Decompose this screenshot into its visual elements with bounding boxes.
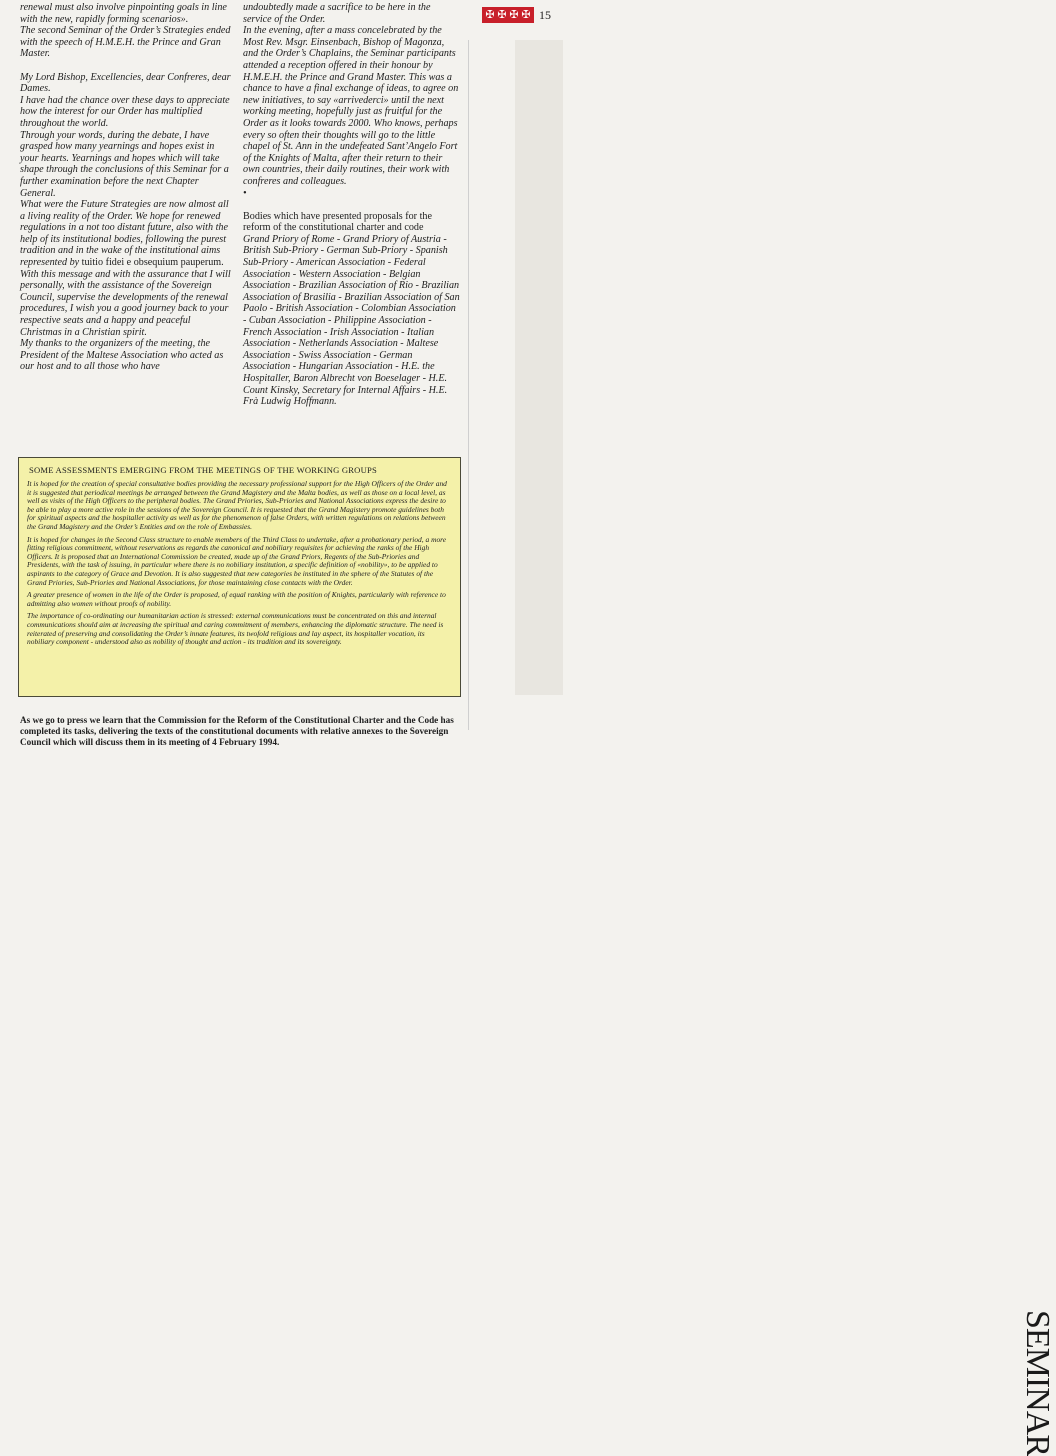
paragraph: My Lord Bishop, Excellencies, dear Confreres, dear Dames. [20,71,231,95]
paragraph: I have had the chance over these days to appreciate how the interest for our Order has multiplied throughout the world. [20,94,230,129]
box-paragraph: A greater presence of women in the life of the Order is proposed, of equal ranking with the position of Knights, particularly with reference to admitting also women without proofs of nobility. [27,590,446,608]
margin-shade [515,40,563,695]
left-column [20,2,234,373]
assessments-box [18,457,461,697]
right-column [243,2,461,408]
cross-icon: ✠ [509,8,519,21]
cross-icon: ✠ [485,8,495,21]
paragraph: With this message and with the assurance that I will personally, with the assistance of the Sovereign Council, supervise the developments of the renewal procedures, I wish you a good journey back to your respective seats and a happy and peaceful Christmas in a Christian spirit. [20,268,231,338]
paragraph-text: What were the Future Strategies are now almost all a living reality of the Order. We hope for renewed regulations in a not too distant future, also with the help of its institutional bodies, following the purest tradition and in the wake of the institutional aims represented by [20,199,229,269]
paragraph: renewal must also involve pinpointing goals in line with the new, rapidly forming scenarios». [20,2,227,25]
press-note: As we go to press we learn that the Commission for the Reform of the Constitutional Charter and the Code has completed its tasks, delivering the texts of the constitutional documents with relative annexes to the Sovereign Council which will discuss them in its meeting of 4 February 1994. [20,715,454,747]
paragraph [20,199,234,269]
margin-rule [468,40,469,730]
cross-icon: ✠ [497,8,507,21]
paragraph: Through your words, during the debate, I have grasped how many yearnings and hopes exist in your hearts. Yearnings and hopes which will take shape through the conclusions of this Seminar for a further examination before the next Chapter General. [20,129,229,199]
section-tab [510,622,1056,1456]
cross-icon: ✠ [521,8,531,21]
paragraph: The second Seminar of the Order’s Strategies ended with the speech of H.M.E.H. the Prince and Gran Master. [20,25,231,60]
section-separator: • [243,187,247,199]
order-emblem [482,7,534,23]
page-number: 15 [539,8,551,22]
section-label: SEMINAR [1019,1310,1056,1456]
box-title: SOME ASSESSMENTS EMERGING FROM THE MEETINGS OF THE WORKING GROUPS [29,465,377,475]
paragraph: In the evening, after a mass concelebrated by the Most Rev. Msgr. Einsenbach, Bishop of Magonza, and the Order’s Chaplains, the Seminar participants attended a reception offered in their honour by H.M.E.H. the Prince and Grand Master. This was a chance to have a final exchange of ideas, to agree on new initiatives, to say «arrivederci» until the next working meeting, hopefully just as fruitful for the Order as it looks towards 2000. Who knows, perhaps every so often their thoughts will go to the little chapel of St. Ann in the undefeated Sant’Angelo Fort of the Knights of Malta, after their return to their own countries, their daily routines, their work with confreres and colleagues. [243,25,459,187]
paragraph: undoubtedly made a sacrifice to be here in the service of the Order. [243,2,431,25]
bodies-list: Grand Priory of Rome - Grand Priory of Austria - British Sub-Priory - German Sub-Priory - Spanish Sub-Priory - American Association - Federal Association - Western Association - Belgian Association - Brazilian Association of Rio - Brazilian Association of Brasilia - Brazilian Association of San Paolo - British Association - Colombian Association - Cuban Association - Philippine Association - French Association - Irish Association - Italian Association - Netherlands Association - Maltese Association - Swiss Association - German Association - Hungarian Association - H.E. the Hospitaller, Baron Albrecht von Boeselager - H.E. Count Kinsky, Secretary for Internal Affairs - H.E. Frà Ludwig Hoffmann. [243,233,460,408]
order-motto: tuitio fidei e obsequium pauperum. [81,257,224,269]
paragraph: My thanks to the organizers of the meeting, the President of the Maltese Association who acted as our host and to all those who have [20,338,224,373]
box-paragraph: The importance of co-ordinating our humanitarian action is stressed: external communications must be concentrated on this and internal communications should aim at increasing the spiritual and caring commitment of members, enhancing the diplomatic structure. The need is reiterated of preserving and consolidating the Order’s innate features, its twofold religious and lay aspect, its hospitaller vocation, its nobiliary component - understood also as nobility of thought and action - its tradition and its sovereignty. [27,611,444,647]
bodies-heading: Bodies which have presented proposals for the reform of the constitutional charter and code [243,210,432,234]
box-paragraph: It is hoped for the creation of special consultative bodies providing the necessary professional support for the High Officers of the Order and it is suggested that periodical meetings be arranged between the Grand Magistery and the Malta bodies, as well as those on a local level, as well as visits of the High Officers to the peripheral bodies. The Grand Priories, Sub-Priories and National Associations express the desire to be able to play a more active role in the sessions of the Sovereign Council. It is requested that the Grand Magistery promote guidelines both for spiritual aspects and the hospitaller activity as well as for the phenomenon of false Orders, with written regulations on relations between the Grand Magistery and the Order’s Entities and on the role of Embassies. [27,479,447,531]
box-paragraph: It is hoped for changes in the Second Class structure to enable members of the Third Class to undertake, after a probationary period, a more fitting religious commitment, without reservations as regards the canonical and nobiliary requisites for achieving the ranks of the High Officers. It is proposed that an International Commission be created, made up of the Grand Priors, Regents of the Sub-Priories and Presidents, with the task of issuing, in particular where there is no nobiliary institution, a specific definition of «nobility», to be applied to aspirants to the category of Grace and Devotion. It is also suggested that new categories be instituted in the sphere of the Statutes of the Grand Priories, Sub-Priories and National Associations, for those maintaining close contacts with the Order. [27,534,447,587]
